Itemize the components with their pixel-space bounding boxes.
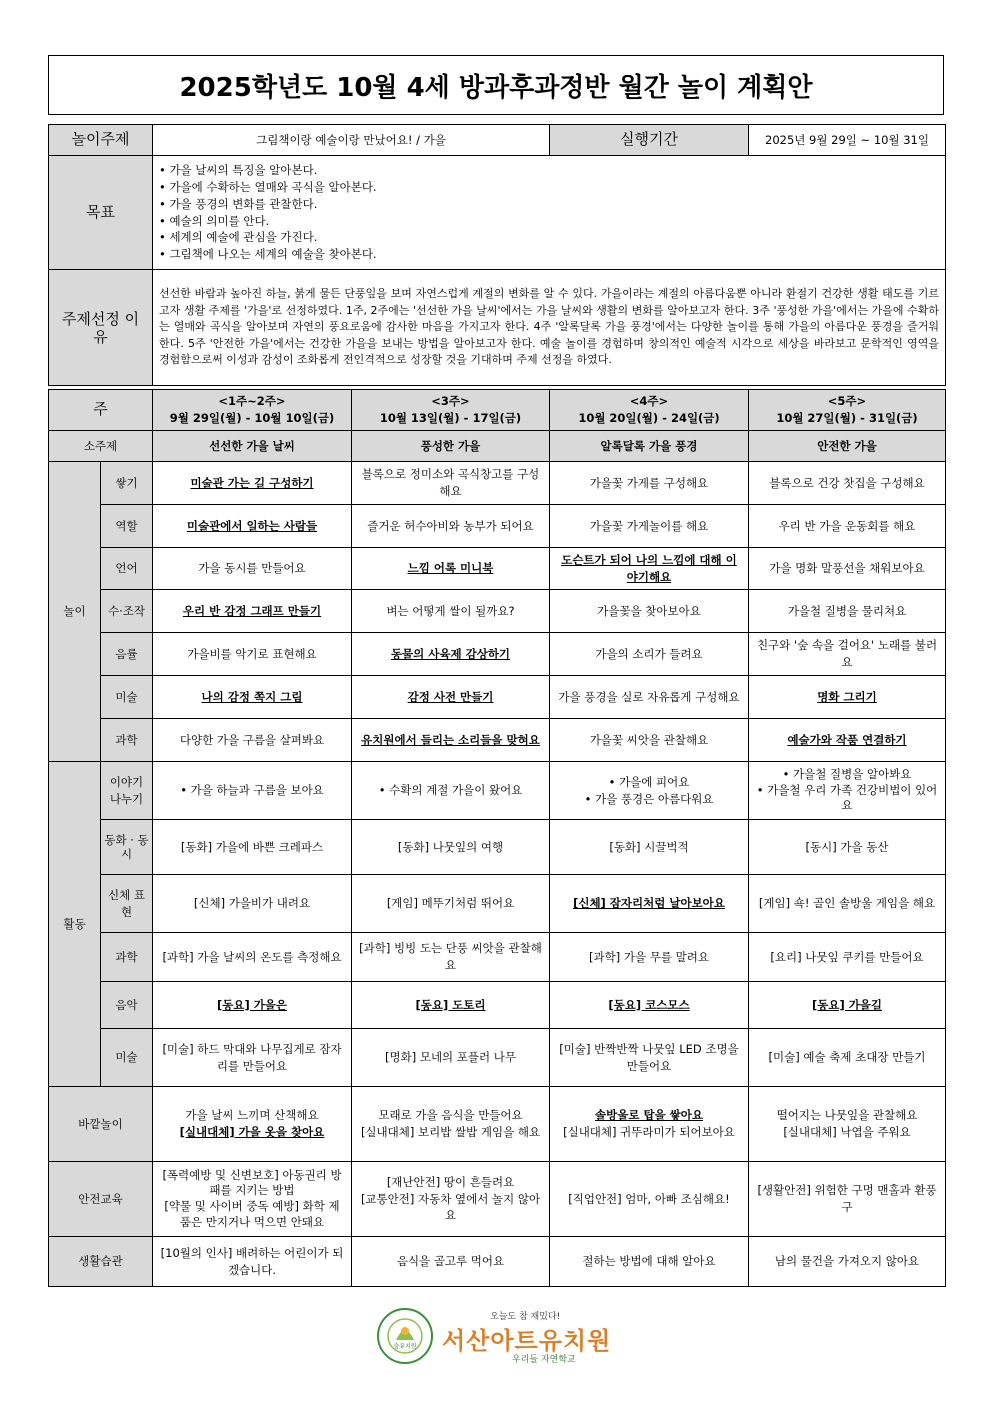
logo-slogan: 오늘도 참 재밌다! bbox=[490, 1312, 561, 1322]
outdoor-cell: 솔방울로 탑을 쌓아요 [실내대체] 귀뚜라미가 되어보아요 bbox=[550, 1087, 749, 1162]
plan-header-table bbox=[48, 124, 946, 386]
play-row-label: 역할 bbox=[101, 505, 153, 548]
activity-row-label: 음악 bbox=[101, 982, 153, 1029]
activity-row-label: 미술 bbox=[101, 1029, 153, 1087]
play-cell: 우리 반 감정 그래프 만들기 bbox=[153, 590, 352, 633]
habit-label: 생활습관 bbox=[49, 1237, 153, 1287]
week-col-2: <3주> 10월 13일(월) - 17일(금) bbox=[352, 390, 550, 431]
subtopic-1: 선선한 가을 날씨 bbox=[153, 431, 352, 462]
goals-label: 목표 bbox=[49, 156, 153, 270]
play-row-label: 과학 bbox=[101, 719, 153, 762]
play-cell: 우리 반 가을 운동회를 해요 bbox=[749, 505, 946, 548]
activity-cell: [게임] 쇽! 골인 솔방울 게임을 해요 bbox=[749, 875, 946, 933]
activity-cell: • 가을 하늘과 구름을 보아요 bbox=[153, 762, 352, 820]
play-cell: 블록으로 정미소와 곡식창고를 구성해요 bbox=[352, 462, 550, 505]
play-cell: 다양한 가을 구름을 살펴봐요 bbox=[153, 719, 352, 762]
play-cell: 유치원에서 들리는 소리들을 맞혀요 bbox=[352, 719, 550, 762]
activity-cell: [동화] 시끌벅적 bbox=[550, 820, 749, 875]
play-cell: 도슨트가 되어 나의 느낌에 대해 이야기해요 bbox=[550, 548, 749, 590]
play-row-label: 음률 bbox=[101, 633, 153, 676]
activity-section-label: 활동 bbox=[49, 762, 101, 1087]
activity-row-label: 동화 · 동시 bbox=[101, 820, 153, 875]
activity-cell: [동요] 도토리 bbox=[352, 982, 550, 1029]
activity-cell: [동화] 나뭇잎의 여행 bbox=[352, 820, 550, 875]
play-cell: 가을 명화 말풍선을 채워보아요 bbox=[749, 548, 946, 590]
activity-cell: [동요] 가을길 bbox=[749, 982, 946, 1029]
play-cell: 가을꽃 가게를 구성해요 bbox=[550, 462, 749, 505]
activity-row-label: 과학 bbox=[101, 933, 153, 982]
outdoor-label: 바깥놀이 bbox=[49, 1087, 153, 1162]
activity-row-label: 신체 표현 bbox=[101, 875, 153, 933]
play-cell: 예술가와 작품 연결하기 bbox=[749, 719, 946, 762]
goal-item: • 그림책에 나오는 세계의 예술을 찾아본다. bbox=[159, 246, 939, 263]
activity-cell: [과학] 가을 무를 말려요 bbox=[550, 933, 749, 982]
goal-item: • 예술의 의미를 안다. bbox=[159, 213, 939, 230]
week-col-1: <1주~2주> 9월 29일(월) - 10월 10일(금) bbox=[153, 390, 352, 431]
play-cell: 즐거운 허수아비와 농부가 되어요 bbox=[352, 505, 550, 548]
play-cell: 가을 풍경을 실로 자유롭게 구성해요 bbox=[550, 676, 749, 719]
play-cell: 벼는 어떻게 쌀이 될까요? bbox=[352, 590, 550, 633]
play-row-label: 언어 bbox=[101, 548, 153, 590]
activity-cell: [과학] 빙빙 도는 단풍 씨앗을 관찰해요 bbox=[352, 933, 550, 982]
week-col-4: <5주> 10월 27일(월) - 31일(금) bbox=[749, 390, 946, 431]
play-row-label: 쌓기 bbox=[101, 462, 153, 505]
play-cell: 감정 사전 만들기 bbox=[352, 676, 550, 719]
play-cell: 가을꽃을 찾아보아요 bbox=[550, 590, 749, 633]
play-cell: 가을꽃 씨앗을 관찰해요 bbox=[550, 719, 749, 762]
play-section-label: 놀이 bbox=[49, 462, 101, 762]
activity-cell: [과학] 가을 날씨의 온도를 측정해요 bbox=[153, 933, 352, 982]
play-cell: 동물의 사육제 감상하기 bbox=[352, 633, 550, 676]
activity-cell: [명화] 모네의 포플러 나무 bbox=[352, 1029, 550, 1087]
safety-cell: [생활안전] 위험한 구멍 맨홀과 환풍구 bbox=[749, 1162, 946, 1237]
activity-cell: [동시] 가을 동산 bbox=[749, 820, 946, 875]
play-cell: 나의 감정 쪽지 그림 bbox=[153, 676, 352, 719]
activity-cell: • 수확의 계절 가을이 왔어요 bbox=[352, 762, 550, 820]
reason-label: 주제선정 이유 bbox=[49, 270, 153, 386]
page-title: 2025학년도 10월 4세 방과후과정반 월간 놀이 계획안 bbox=[48, 55, 944, 115]
theme-label: 놀이주제 bbox=[49, 125, 153, 156]
play-cell: 가을의 소리가 들려요 bbox=[550, 633, 749, 676]
kindergarten-logo bbox=[376, 1306, 616, 1366]
logo-sub: 우리들 자연학교 bbox=[512, 1355, 576, 1365]
safety-cell: [재난안전] 땅이 흔들려요 [교통안전] 자동차 옆에서 놀지 않아요 bbox=[352, 1162, 550, 1237]
play-cell: 친구와 '숲 속을 걸어요' 노래를 불러요 bbox=[749, 633, 946, 676]
play-cell: 가을철 질병을 물리쳐요 bbox=[749, 590, 946, 633]
activity-row-label: 이야기 나누기 bbox=[101, 762, 153, 820]
habit-cell: 남의 물건을 가져오지 않아요 bbox=[749, 1237, 946, 1287]
habit-cell: 절하는 방법에 대해 알아요 bbox=[550, 1237, 749, 1287]
activity-cell: • 가을에 피어요 • 가을 풍경은 아름다워요 bbox=[550, 762, 749, 820]
goal-item: • 가을 날씨의 특징을 알아본다. bbox=[159, 162, 939, 179]
habit-cell: 음식을 골고루 먹어요 bbox=[352, 1237, 550, 1287]
badge-icon bbox=[376, 1307, 434, 1365]
theme-value: 그림책이랑 예술이랑 만났어요! / 가을 bbox=[153, 125, 550, 156]
play-cell: 가을 동시를 만들어요 bbox=[153, 548, 352, 590]
goals-cell bbox=[153, 156, 946, 270]
period-label: 실행기간 bbox=[550, 125, 749, 156]
weekly-plan-table bbox=[48, 389, 946, 1287]
outdoor-cell: 모래로 가을 음식을 만들어요 [실내대체] 보리밥 쌀밥 게임을 해요 bbox=[352, 1087, 550, 1162]
play-cell: 미술관 가는 길 구성하기 bbox=[153, 462, 352, 505]
goals-list bbox=[159, 162, 939, 262]
week-col-3: <4주> 10월 20일(월) - 24일(금) bbox=[550, 390, 749, 431]
svg-text:숲유치원: 숲유치원 bbox=[393, 1343, 417, 1350]
activity-cell: [동요] 가을은 bbox=[153, 982, 352, 1029]
play-row-label: 미술 bbox=[101, 676, 153, 719]
safety-cell: [직업안전] 엄마, 아빠 조심해요! bbox=[550, 1162, 749, 1237]
week-label: 주 bbox=[49, 390, 153, 431]
activity-cell: • 가을철 질병을 알아봐요 • 가을철 우리 가족 건강비법이 있어요 bbox=[749, 762, 946, 820]
subtopic-label: 소주제 bbox=[49, 431, 153, 462]
activity-cell: [신체] 가을비가 내려요 bbox=[153, 875, 352, 933]
logo-wordmark bbox=[442, 1307, 612, 1365]
goal-item: • 세계의 예술에 관심을 가진다. bbox=[159, 229, 939, 246]
logo-name: 서산아트유치원 bbox=[442, 1327, 612, 1355]
habit-cell: [10월의 인사] 배려하는 어린이가 되겠습니다. bbox=[153, 1237, 352, 1287]
subtopic-3: 알록달록 가을 풍경 bbox=[550, 431, 749, 462]
activity-cell: [미술] 예술 축제 초대장 만들기 bbox=[749, 1029, 946, 1087]
play-cell: 느낌 어록 미니북 bbox=[352, 548, 550, 590]
outdoor-cell: 떨어지는 나뭇잎을 관찰해요 [실내대체] 낙엽을 주워요 bbox=[749, 1087, 946, 1162]
activity-cell: [동화] 가을에 바쁜 크레파스 bbox=[153, 820, 352, 875]
activity-cell: [미술] 하드 막대와 나무집게로 잠자리를 만들어요 bbox=[153, 1029, 352, 1087]
play-cell: 가을꽃 가게놀이를 해요 bbox=[550, 505, 749, 548]
subtopic-2: 풍성한 가을 bbox=[352, 431, 550, 462]
play-cell: 미술관에서 일하는 사람들 bbox=[153, 505, 352, 548]
play-cell: 명화 그리기 bbox=[749, 676, 946, 719]
goal-item: • 가을 풍경의 변화를 관찰한다. bbox=[159, 196, 939, 213]
activity-cell: [미술] 반짝반짝 나뭇잎 LED 조명을 만들어요 bbox=[550, 1029, 749, 1087]
play-cell: 가을비를 악기로 표현해요 bbox=[153, 633, 352, 676]
period-value: 2025년 9월 29일 ~ 10월 31일 bbox=[749, 125, 946, 156]
subtopic-4: 안전한 가을 bbox=[749, 431, 946, 462]
activity-cell: [신체] 잠자리처럼 날아보아요 bbox=[550, 875, 749, 933]
activity-cell: [요리] 나뭇잎 쿠키를 만들어요 bbox=[749, 933, 946, 982]
safety-cell: [폭력예방 및 신변보호] 아동권리 방패를 지키는 방법 [약물 및 사이버 중독 예방] 화학 제품은 만지거나 먹으면 안돼요 bbox=[153, 1162, 352, 1237]
activity-cell: [동요] 코스모스 bbox=[550, 982, 749, 1029]
reason-text: 선선한 바람과 높아진 하늘, 붉게 물든 단풍잎을 보며 자연스럽게 계절의 변화를 알 수 있다. 가을이라는 계절의 아름다움뿐 아니라 환절기 건강한 생활 태도를 기르고자 생활 주제를 '가을'로 선정하였다. 1주, 2주에는 '선선한 가을 날씨'에서는 가을 날씨와 생활의 변화를 알아보고자 한다. 3주 '풍성한 가을'에서는 가을에 수확하는 열매와 곡식을 알아보며 자연의 풍요로움에 감사한 마음을 가지고자 한다. 4주 '알록달록 가을 풍경'에서는 다양한 놀이를 통해 가을의 아름다운 풍경을 즐거워 한다. 5주 '안전한 가을'에서는 건강한 가을을 보내는 방법을 알아보고자 한다. 예술 놀이를 경험하며 창의적인 예술적 시각으로 세상을 바라보고 문학적인 영역을 경험함으로써 이성과 감성이 조화롭게 전인격적으로 성장할 것을 기대하며 주제 선정을 하였다. bbox=[153, 270, 946, 386]
activity-cell: [게임] 메뚜기처럼 뛰어요 bbox=[352, 875, 550, 933]
goal-item: • 가을에 수확하는 열매와 곡식을 알아본다. bbox=[159, 179, 939, 196]
safety-label: 안전교육 bbox=[49, 1162, 153, 1237]
outdoor-cell: 가을 날씨 느끼며 산책해요 [실내대체] 가을 옷을 찾아요 bbox=[153, 1087, 352, 1162]
play-row-label: 수·조작 bbox=[101, 590, 153, 633]
play-cell: 블록으로 건강 찻집을 구성해요 bbox=[749, 462, 946, 505]
